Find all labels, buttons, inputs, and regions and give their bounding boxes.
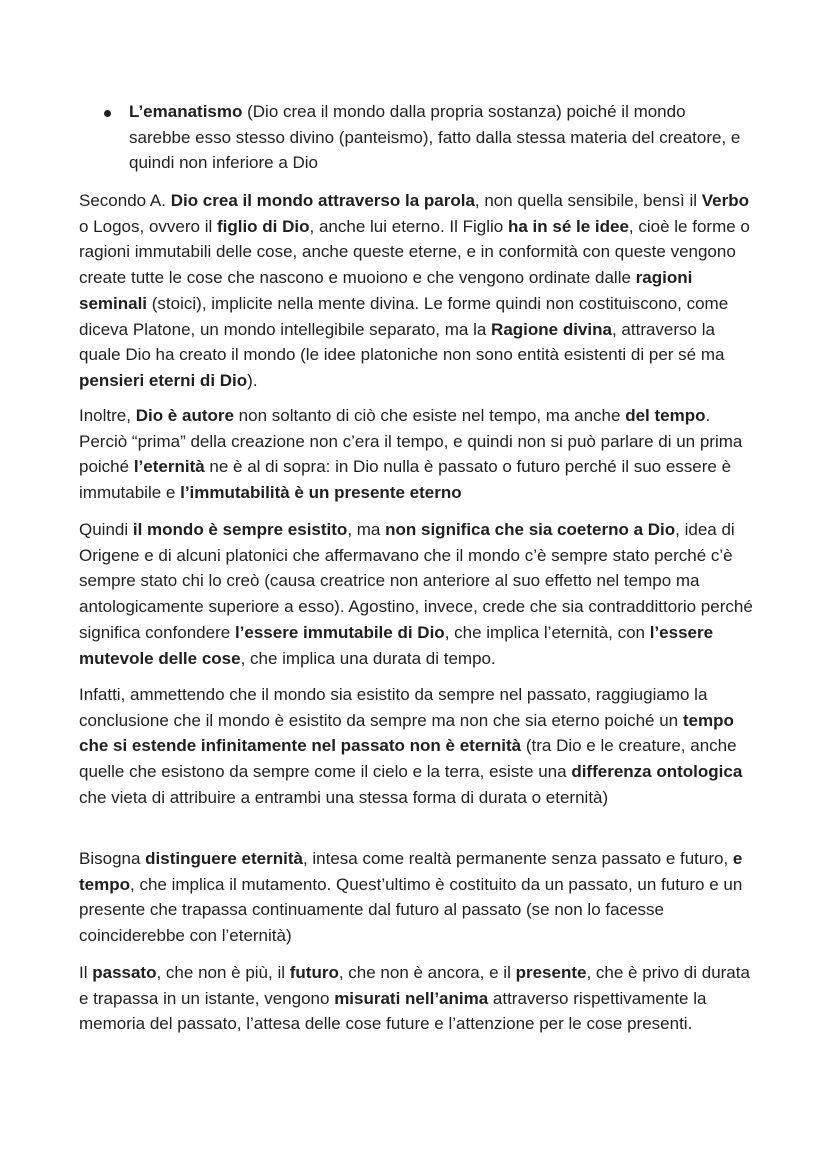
text-run: Secondo A. — [79, 191, 171, 210]
text-run: , anche lui eterno. Il Figlio — [309, 216, 508, 236]
text-run: Il — [79, 963, 93, 982]
text-run: che vieta di attribuire a entrambi una stessa forma di durata o eternità) — [79, 787, 609, 807]
bold-term: l’essere mutevole delle cose — [79, 622, 714, 668]
text-run: ). — [247, 370, 258, 390]
text-run: , non quella sensibile, bensì il — [474, 191, 702, 210]
text-run: o Logos, ovvero il — [79, 216, 217, 236]
bold-term: ragioni seminali — [79, 268, 693, 313]
text-run: (tra Dio e le creature, anche quelle che esistono da sempre come il cielo e la terra, esiste una — [79, 736, 737, 782]
text-run: , che è privo di durata e trapassa in un istante, vengono — [79, 963, 750, 1008]
bullet-text — [129, 99, 744, 176]
text-run: (Dio crea il mondo dalla propria sostanza) poiché il mondo sarebbe esso stesso divino (panteismo), fatto dalla stessa materia del creatore, e quindi non inferiore a Dio — [129, 102, 741, 173]
text-run: Bisogna — [79, 849, 146, 868]
bold-term: del tempo — [625, 406, 706, 425]
text-run: (stoici), implicite nella mente divina. Le forme quindi non costituiscono, come diceva Platone, un mondo intellegibile separato, ma la — [79, 293, 729, 339]
bold-term: l’immutabilità è un presente eterno — [180, 483, 462, 503]
bold-term: Ragione divina — [491, 319, 612, 339]
paragraph-time-in-soul — [79, 960, 759, 1037]
bold-term: Dio è autore — [135, 406, 234, 425]
text-run: , che implica l’eternità, con — [444, 622, 650, 642]
text-run: , attraverso la quale Dio ha creato il mondo (le idee platoniche non sono entità esistenti di per sé ma — [79, 319, 725, 365]
bold-term: differenza ontologica — [571, 762, 743, 782]
bold-term: l’eternità — [133, 457, 205, 477]
paragraph-infinite-past — [79, 682, 759, 811]
bullet-icon — [104, 110, 111, 117]
bold-term: non significa che sia coeterno a Dio — [385, 520, 676, 539]
text-run: , che implica una durata di tempo. — [240, 648, 496, 668]
paragraph-creation-word — [79, 188, 759, 394]
text-run: . Perciò “prima” della creazione non c’era il tempo, e quindi non si può parlare di un prima poiché — [79, 406, 743, 477]
text-run: non soltanto di ciò che esiste nel tempo, ma anche — [233, 406, 626, 425]
bold-term: il mondo è sempre esistito — [132, 520, 348, 539]
bold-term: ha in sé le idee — [507, 216, 629, 236]
text-run: , idea di Origene e di alcuni platonici che affermavano che il mondo c’è sempre stato perché c’è sempre stato chi lo creò (causa creatrice non anteriore al suo effetto nel tempo ma antologicamente superiore a esso). Agostino, invece, crede che sia contraddittorio perché significa confondere — [79, 520, 753, 642]
bold-term: pensieri eterni di Dio — [79, 370, 248, 390]
bold-term: L’emanatismo — [129, 102, 243, 121]
bold-term: l’essere immutabile di Dio — [234, 622, 445, 642]
paragraph-eternity-vs-time — [79, 846, 759, 949]
bold-term: Dio crea il mondo attraverso la parola — [170, 191, 475, 210]
text-run: , che non è più, il — [156, 963, 290, 982]
paragraph-world-always-existed — [79, 517, 759, 671]
bullet-list-item — [104, 99, 744, 176]
bold-term: e tempo — [79, 849, 743, 894]
text-run: Inoltre, — [79, 406, 136, 425]
bold-term: futuro — [289, 963, 339, 982]
bold-term: distinguere eternità — [145, 849, 303, 868]
bold-term: tempo che si estende infinitamente nel passato non è eternità — [79, 710, 734, 756]
text-run: , ma — [347, 520, 386, 539]
bold-term: Verbo — [701, 191, 749, 210]
text-run: attraverso rispettivamente la memoria del passato, l’attesa delle cose future e l’attenzione per le cose presenti. — [79, 988, 707, 1034]
bold-term: figlio di Dio — [216, 216, 310, 236]
bold-term: misurati nell’anima — [334, 988, 489, 1008]
text-run: , cioè le forme o ragioni immutabili delle cose, anche queste eterne, e in conformità con queste vengono create tutte le cose che nascono e muoiono e che vengono ordinate dalle — [79, 216, 750, 288]
text-run: Infatti, ammettendo che il mondo sia esistito da sempre nel passato, raggiugiamo la conclusione che il mondo è esistito da sempre ma non che sia eterno poiché un — [79, 685, 708, 730]
text-run: Quindi — [79, 520, 133, 539]
paragraph-god-author-of-time — [79, 403, 759, 506]
text-run: ne è al di sopra: in Dio nulla è passato o futuro perché il suo essere è immutabile e — [79, 457, 732, 503]
text-run: , intesa come realtà permanente senza passato e futuro, — [302, 849, 733, 868]
text-run: , che non è ancora, e il — [338, 963, 516, 982]
bold-term: presente — [515, 963, 587, 982]
bold-term: passato — [92, 963, 157, 982]
text-run: , che implica il mutamento. Quest’ultimo è costituito da un passato, un futuro e un presente che trapassa continuamente dal futuro al passato (se non lo facesse coinciderebbe con l’eternità) — [79, 874, 743, 946]
